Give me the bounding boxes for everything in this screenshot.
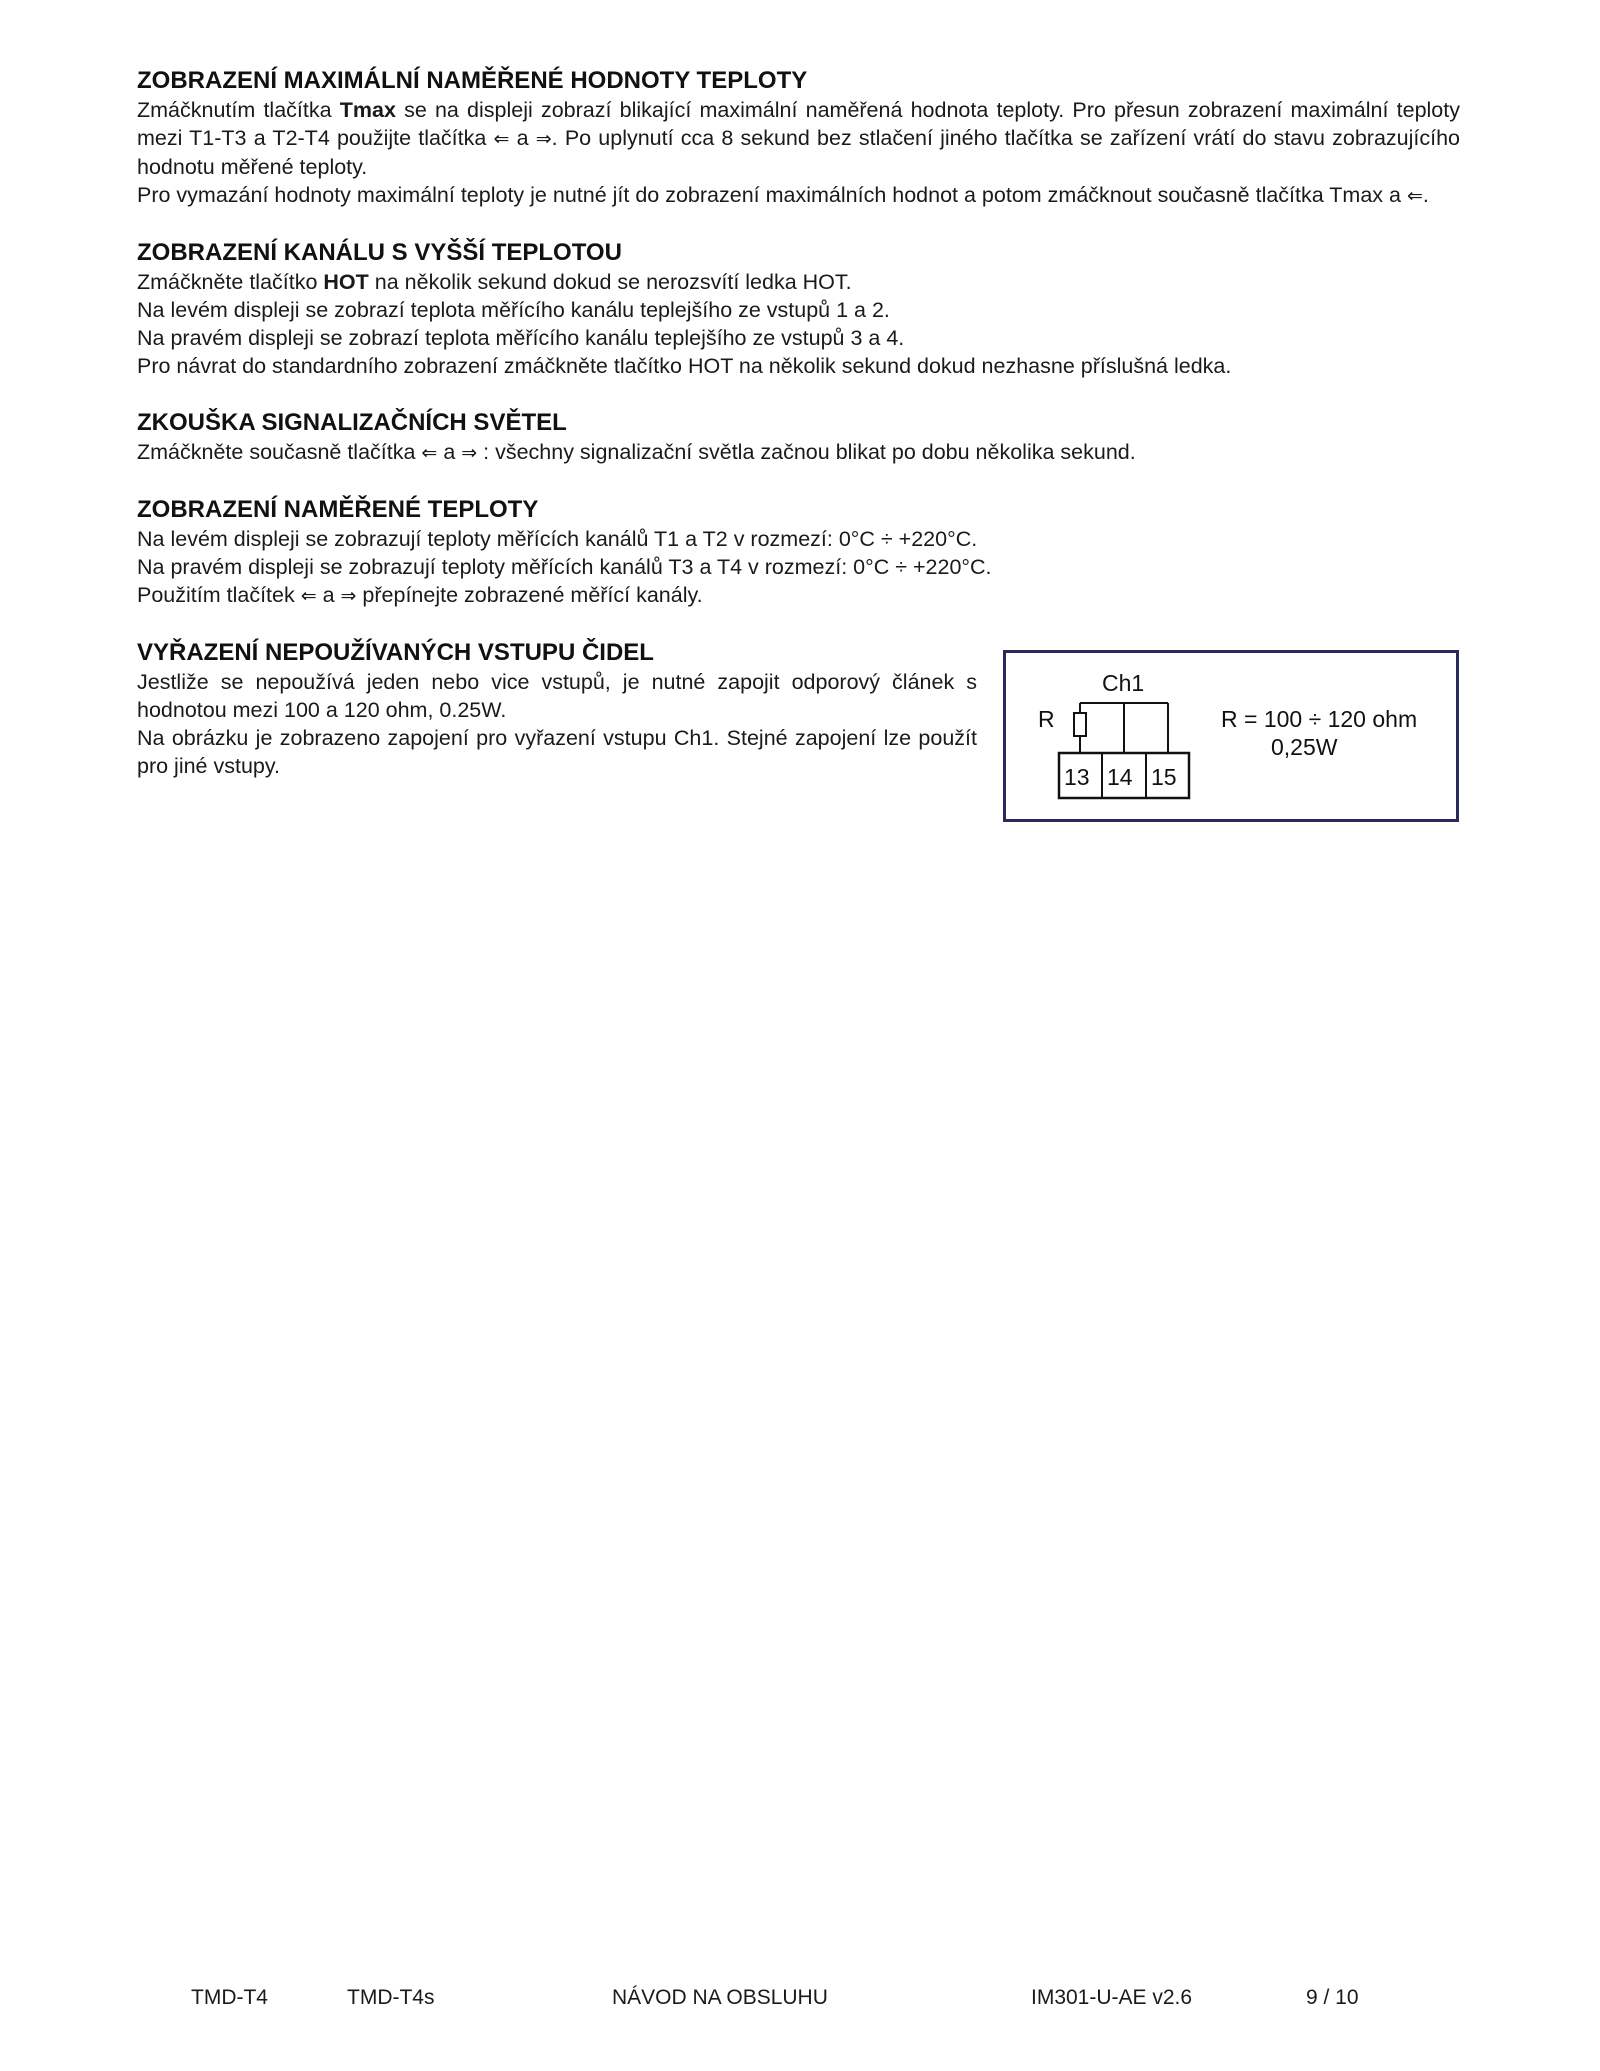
arrow-left-icon: ⇐	[421, 442, 438, 464]
paragraph	[137, 438, 1460, 467]
terminal-15: 15	[1151, 764, 1177, 790]
paragraph	[137, 96, 1460, 181]
section-light-test	[137, 408, 1460, 467]
resistor-symbol	[1074, 713, 1086, 736]
section-max-temperature	[137, 66, 1460, 210]
section-heading: ZKOUŠKA SIGNALIZAČNÍCH SVĚTEL	[137, 409, 567, 436]
paragraph: Na obrázku je zobrazeno zapojení pro vyřazení vstupu Ch1. Stejné zapojení lze použít pro jiné vstupy.	[137, 726, 977, 778]
text-run: . Po uplynutí cca 8 sekund bez stlačení jiného tlačítka se zařízení vrátí do stavu zobrazujícího hodnotu měřené teploty.	[137, 126, 1461, 179]
section-heading: VYŘAZENÍ NEPOUŽÍVANÝCH VSTUPU ČIDEL	[137, 639, 654, 666]
page-content	[137, 66, 1460, 850]
footer-page-number: 9 / 10	[1306, 1986, 1359, 2009]
arrow-left-icon: ⇐	[493, 128, 510, 150]
wiring-diagram-svg	[1006, 653, 1456, 819]
button-name-hot: HOT	[323, 270, 369, 294]
paragraph	[137, 581, 1460, 610]
paragraph: Jestliže se nepoužívá jeden nebo vice vstupů, je nutné zapojit odporový článek s hodnotou mezi 100 a 120 ohm, 0.25W.	[137, 670, 977, 722]
text-run: Zmáčkněte tlačítko	[137, 270, 324, 294]
paragraph: Na pravém displeji se zobrazí teplota měřícího kanálu teplejšího ze vstupů 3 a 4.	[137, 326, 905, 350]
wiring-diagram	[1003, 650, 1459, 822]
text-run: a	[316, 583, 341, 607]
arrow-right-icon: ⇒	[340, 585, 357, 607]
resistor-label: R	[1038, 706, 1055, 732]
text-run: Pro vymazání hodnoty maximální teploty je nutné jít do zobrazení maximálních hodnot a potom zmáčknout současně tlačítka Tmax a	[137, 183, 1407, 207]
text-run: se na displeji zobrazí blikající maximální naměřená hodnota teploty. Pro přesun zobrazení maximální teploty mezi T1-T3 a T2-T4 použijte tlačítka	[137, 98, 1460, 150]
section-disable-inputs	[137, 638, 1460, 822]
paragraph	[137, 268, 1460, 296]
arrow-left-icon: ⇐	[300, 585, 317, 607]
text-run: a	[437, 440, 462, 464]
resistor-power: 0,25W	[1271, 734, 1338, 760]
text-run: na několik sekund dokud se nerozsvítí ledka HOT.	[368, 270, 852, 294]
resistor-value: R = 100 ÷ 120 ohm	[1221, 706, 1418, 732]
section-hot-channel	[137, 238, 1460, 380]
wires	[1080, 703, 1168, 753]
section-measured-temperature	[137, 495, 1460, 610]
paragraph: Na levém displeji se zobrazují teploty měřících kanálů T1 a T2 v rozmezí: 0°C ÷ +220°C.	[137, 527, 978, 551]
footer-model-2: TMD-T4s	[347, 1986, 435, 2009]
paragraph: Na pravém displeji se zobrazují teploty měřících kanálů T3 a T4 v rozmezí: 0°C ÷ +220°C.	[137, 555, 992, 579]
channel-label: Ch1	[1102, 670, 1145, 696]
text-column	[137, 638, 977, 822]
arrow-right-icon: ⇒	[461, 442, 478, 464]
text-run: a	[509, 126, 536, 150]
text-run: Zmáčknutím tlačítka	[137, 98, 340, 122]
section-heading: ZOBRAZENÍ NAMĚŘENÉ TEPLOTY	[137, 496, 539, 523]
text-run: Použitím tlačítek	[137, 583, 301, 607]
footer-title: NÁVOD NA OBSLUHU	[612, 1986, 828, 2009]
paragraph: Na levém displeji se zobrazí teplota měřícího kanálu teplejšího ze vstupů 1 a 2.	[137, 298, 890, 322]
text-run: : všechny signalizační světla začnou blikat po dobu několika sekund.	[477, 440, 1136, 464]
arrow-right-icon: ⇒	[535, 128, 552, 150]
footer-doc-code: IM301-U-AE v2.6	[1031, 1986, 1193, 2009]
footer-model-1: TMD-T4	[191, 1986, 268, 2009]
arrow-left-icon: ⇐	[1406, 185, 1423, 207]
paragraph	[137, 181, 1460, 210]
text-run: .	[1422, 183, 1429, 207]
button-name-tmax: Tmax	[339, 98, 396, 122]
paragraph: Pro návrat do standardního zobrazení zmáčkněte tlačítko HOT na několik sekund dokud nezhasne příslušná ledka.	[137, 354, 1232, 378]
text-run: Zmáčkněte současně tlačítka	[137, 440, 422, 464]
terminal-14: 14	[1107, 764, 1133, 790]
page-footer	[0, 1986, 1600, 2016]
text-run: přepínejte zobrazené měřící kanály.	[356, 583, 703, 607]
terminal-13: 13	[1064, 764, 1090, 790]
section-heading: ZOBRAZENÍ KANÁLU S VYŠŠÍ TEPLOTOU	[137, 239, 622, 266]
section-heading: ZOBRAZENÍ MAXIMÁLNÍ NAMĚŘENÉ HODNOTY TEPLOTY	[137, 67, 808, 94]
